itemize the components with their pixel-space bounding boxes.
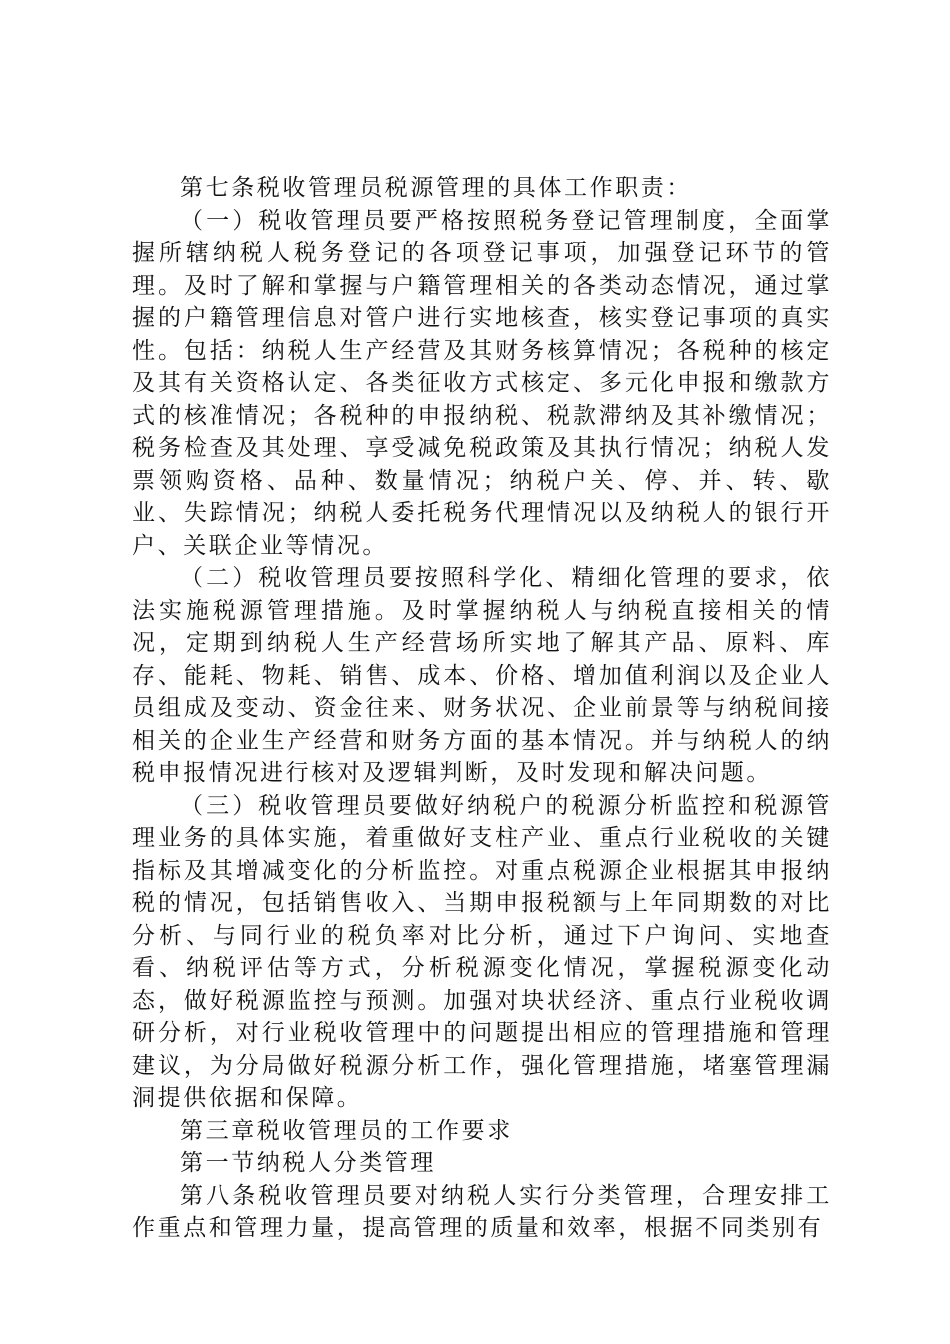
article-8-paragraph: 第八条税收管理员要对纳税人实行分类管理，合理安排工作重点和管理力量，提高管理的质量和效率，根据不同类别有 — [132, 1182, 832, 1241]
article-7-heading: 第七条税收管理员税源管理的具体工作职责： — [180, 175, 692, 201]
clause-2-paragraph: （二）税收管理员要按照科学化、精细化管理的要求，依法实施税源管理措施。及时掌握纳税人与纳税直接相关的情况，定期到纳税人生产经营场所实地了解其产品、原料、库存、能耗、物耗、销售、成本、价格、增加值利润以及企业人员组成及变动、资金往来、财务状况、企业前景等与纳税间接相关的企业生产经营和财务方面的基本情况。并与纳税人的纳税申报情况进行核对及逻辑判断，及时发现和解决问题。 — [132, 565, 832, 786]
clause-3-paragraph: （三）税收管理员要做好纳税户的税源分析监控和税源管理业务的具体实施，着重做好支柱产业、重点行业税收的关键指标及其增减变化的分析监控。对重点税源企业根据其申报纳税的情况，包括销售收入、当期申报税额与上年同期数的对比分析、与同行业的税负率对比分析，通过下户询问、实地查看、纳税评估等方式，分析税源变化情况，掌握税源变化动态，做好税源监控与预测。加强对块状经济、重点行业税收调研分析，对行业税收管理中的问题提出相应的管理措施和管理建议，为分局做好税源分析工作，强化管理措施，堵塞管理漏洞提供依据和保障。 — [132, 792, 832, 1111]
chapter-3-heading: 第三章税收管理员的工作要求 — [180, 1117, 513, 1144]
section-1-heading: 第一节纳税人分类管理 — [180, 1150, 436, 1176]
document-body — [132, 172, 832, 1245]
clause-1-paragraph: （一）税收管理员要严格按照税务登记管理制度，全面掌握所辖纳税人税务登记的各项登记事项，加强登记环节的管理。及时了解和掌握与户籍管理相关的各类动态情况，通过掌握的户籍管理信息对管户进行实地核查，核实登记事项的真实性。包括：纳税人生产经营及其财务核算情况；各税种的核定及其有关资格认定、各类征收方式核定、多元化申报和缴款方式的核准情况；各税种的申报纳税、税款滞纳及其补缴情况；税务检查及其处理、享受减免税政策及其执行情况；纳税人发票领购资格、品种、数量情况；纳税户关、停、并、转、歇业、失踪情况；纳税人委托税务代理情况以及纳税人的银行开户、关联企业等情况。 — [132, 207, 832, 559]
